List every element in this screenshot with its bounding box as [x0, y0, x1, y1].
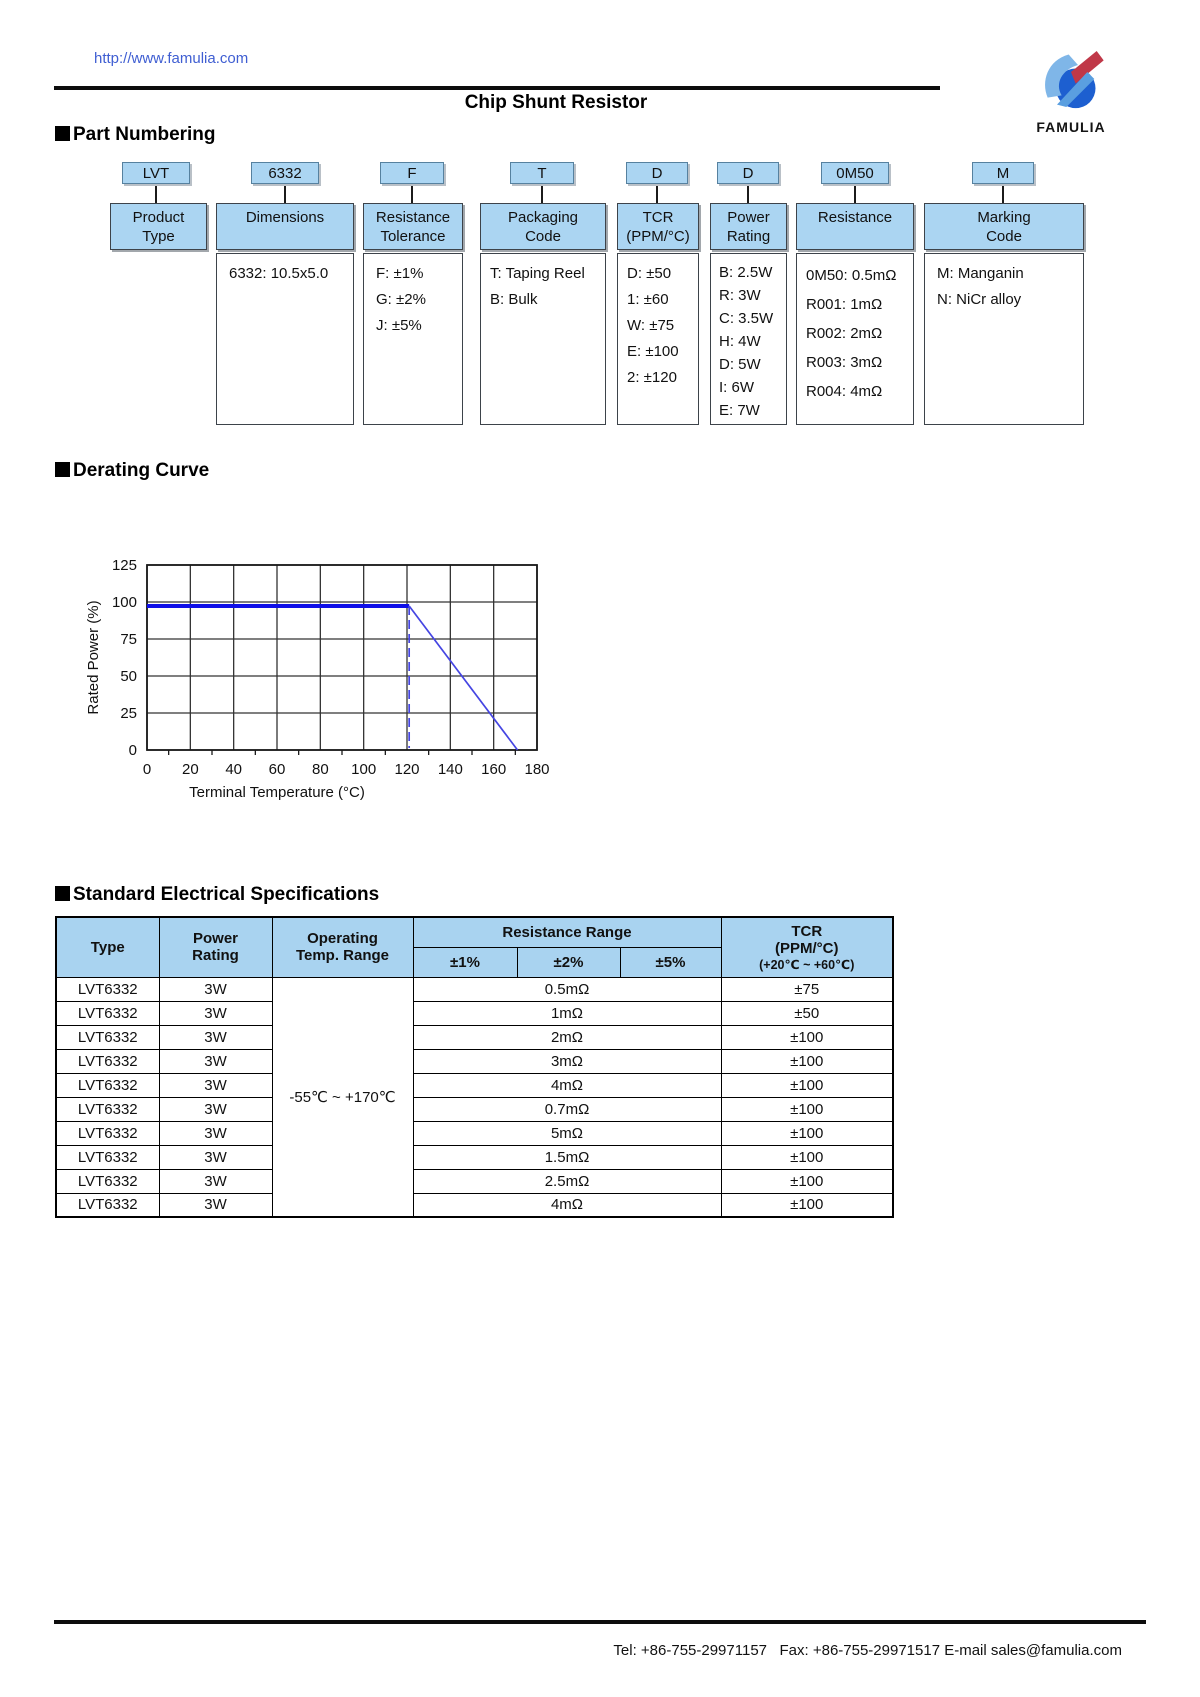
col-header-text: Operating Temp. Range — [295, 930, 390, 965]
svg-text:50: 50 — [120, 668, 137, 685]
col-header-text: Power Rating — [192, 930, 239, 965]
label-text: TCR (PPM/°C) — [626, 209, 690, 245]
table-row — [56, 1001, 893, 1025]
svg-text:140: 140 — [437, 761, 463, 778]
detail-item: 1: ±60 — [627, 291, 669, 308]
famulia-logo — [1028, 46, 1114, 135]
col-header-tol2: ±2% — [517, 947, 620, 977]
cell-tcr: ±100 — [721, 1169, 893, 1193]
table-row — [56, 977, 893, 1001]
label-box-power — [710, 203, 787, 250]
code-box-resistance: 0M50 — [821, 162, 889, 184]
svg-text:120: 120 — [394, 761, 420, 778]
cell-type: LVT6332 — [56, 1193, 159, 1217]
detail-item: C: 3.5W — [719, 310, 774, 327]
cell-power: 3W — [159, 1193, 272, 1217]
cell-type: LVT6332 — [56, 1121, 159, 1145]
detail-item: F: ±1% — [376, 265, 424, 282]
connector-line — [1002, 186, 1004, 203]
detail-box-power — [710, 253, 787, 425]
code-box-marking: M — [972, 162, 1034, 184]
section-heading-part-numbering — [55, 124, 216, 146]
label-box-dimensions — [216, 203, 354, 250]
page-title: Chip Shunt Resistor — [464, 92, 648, 113]
section-heading-text: Derating Curve — [73, 460, 210, 481]
cell-tcr: ±100 — [721, 1049, 893, 1073]
cell-power: 3W — [159, 1049, 272, 1073]
cell-operating-range: -55℃ ~ +170℃ — [272, 977, 413, 1217]
table-row — [56, 1121, 893, 1145]
cell-type: LVT6332 — [56, 1025, 159, 1049]
label-text: Product Type — [132, 209, 185, 245]
svg-text:180: 180 — [524, 761, 550, 778]
section-heading-derating — [55, 460, 209, 482]
cell-type: LVT6332 — [56, 1001, 159, 1025]
detail-item: R: 3W — [719, 287, 761, 304]
code-box-packaging: T — [510, 162, 574, 184]
label-text: Packaging Code — [507, 209, 579, 245]
detail-box-dimensions — [216, 253, 354, 425]
section-heading-text: Part Numbering — [73, 124, 216, 145]
svg-text:75: 75 — [120, 631, 137, 648]
svg-text:100: 100 — [351, 761, 377, 778]
svg-text:0: 0 — [142, 761, 152, 778]
cell-resistance: 3mΩ — [413, 1049, 721, 1073]
svg-text:125: 125 — [111, 557, 137, 574]
table-row — [56, 1025, 893, 1049]
label-text: Power Rating — [726, 209, 771, 245]
detail-item: R003: 3mΩ — [806, 354, 883, 371]
label-box-tolerance — [363, 203, 463, 250]
cell-tcr: ±100 — [721, 1073, 893, 1097]
code-box-dimensions: 6332 — [251, 162, 319, 184]
cell-power: 3W — [159, 1025, 272, 1049]
cell-type: LVT6332 — [56, 1169, 159, 1193]
col-header-operating — [272, 917, 413, 977]
detail-item: I: 6W — [719, 379, 755, 396]
cell-power: 3W — [159, 1121, 272, 1145]
connector-line — [656, 186, 658, 203]
col-header-tol1: ±1% — [413, 947, 517, 977]
code-box-product-type: LVT — [122, 162, 190, 184]
detail-item: B: Bulk — [490, 291, 538, 308]
col-header-type: Type — [56, 917, 159, 977]
detail-box-tcr — [617, 253, 699, 425]
cell-power: 3W — [159, 1073, 272, 1097]
svg-text:60: 60 — [268, 761, 286, 778]
connector-line — [541, 186, 543, 203]
detail-item: E: ±100 — [627, 343, 679, 360]
code-box-power: D — [717, 162, 779, 184]
table-row — [56, 1193, 893, 1217]
label-text: Resistance Tolerance — [375, 209, 451, 245]
cell-type: LVT6332 — [56, 977, 159, 1001]
svg-text:100: 100 — [111, 594, 137, 611]
footer-rule — [54, 1620, 1146, 1624]
section-marker-icon — [55, 886, 70, 901]
section-heading-text: Standard Electrical Specifications — [73, 884, 380, 905]
svg-text:Terminal Temperature (°C): Terminal Temperature (°C) — [189, 784, 365, 801]
svg-text:160: 160 — [481, 761, 507, 778]
detail-item: R002: 2mΩ — [806, 325, 883, 342]
famulia-logo-icon — [1036, 46, 1106, 112]
svg-text:80: 80 — [311, 761, 329, 778]
label-box-packaging — [480, 203, 606, 250]
connector-line — [747, 186, 749, 203]
table-row — [56, 1145, 893, 1169]
svg-text:Rated Power (%): Rated Power (%) — [85, 600, 102, 715]
col-header-tcr — [721, 917, 893, 977]
table-row — [56, 1049, 893, 1073]
connector-line — [284, 186, 286, 203]
cell-resistance: 0.5mΩ — [413, 977, 721, 1001]
col-header-tol5: ±5% — [620, 947, 721, 977]
cell-resistance: 4mΩ — [413, 1073, 721, 1097]
header-rule — [54, 86, 940, 90]
cell-resistance: 2mΩ — [413, 1025, 721, 1049]
section-marker-icon — [55, 126, 70, 141]
section-heading-specs — [55, 884, 379, 906]
derating-curve-chart — [60, 505, 620, 815]
detail-item: 0M50: 0.5mΩ — [806, 267, 897, 284]
tcr-header-line3: (+20℃ ~ +60℃) — [759, 957, 855, 972]
cell-power: 3W — [159, 1097, 272, 1121]
code-box-tolerance: F — [380, 162, 444, 184]
cell-tcr: ±100 — [721, 1025, 893, 1049]
label-box-marking — [924, 203, 1084, 250]
connector-line — [155, 186, 157, 203]
label-text: Resistance — [817, 209, 893, 226]
detail-item: W: ±75 — [627, 317, 675, 334]
table-row — [56, 1073, 893, 1097]
cell-resistance: 1mΩ — [413, 1001, 721, 1025]
cell-tcr: ±100 — [721, 1193, 893, 1217]
label-text: Marking Code — [977, 209, 1031, 245]
detail-item: J: ±5% — [376, 317, 422, 334]
detail-item: H: 4W — [719, 333, 761, 350]
label-box-tcr — [617, 203, 699, 250]
cell-power: 3W — [159, 977, 272, 1001]
detail-item: B: 2.5W — [719, 264, 773, 281]
connector-line — [854, 186, 856, 203]
detail-item: D: 5W — [719, 356, 761, 373]
cell-resistance: 2.5mΩ — [413, 1169, 721, 1193]
col-header-resistance-range: Resistance Range — [413, 917, 721, 947]
cell-power: 3W — [159, 1145, 272, 1169]
detail-box-tolerance — [363, 253, 463, 425]
footer-contact: Tel: +86-755-29971157 Fax: +86-755-29971517 E-mail sales@famulia.com — [613, 1642, 1122, 1659]
website-link[interactable]: http://www.famulia.com — [94, 50, 249, 67]
table-row — [56, 1097, 893, 1121]
cell-resistance: 1.5mΩ — [413, 1145, 721, 1169]
detail-box-packaging — [480, 253, 606, 425]
cell-type: LVT6332 — [56, 1097, 159, 1121]
label-box-product-type — [110, 203, 207, 250]
detail-item: G: ±2% — [376, 291, 426, 308]
svg-text:25: 25 — [120, 705, 137, 722]
connector-line — [411, 186, 413, 203]
detail-item: T: Taping Reel — [490, 265, 585, 282]
specs-table — [55, 916, 894, 1218]
cell-tcr: ±100 — [721, 1121, 893, 1145]
detail-item: 6332: 10.5x5.0 — [229, 265, 329, 282]
section-marker-icon — [55, 462, 70, 477]
detail-item: N: NiCr alloy — [937, 291, 1022, 308]
svg-text:20: 20 — [181, 761, 199, 778]
tcr-header-line1: TCR — [791, 922, 823, 940]
cell-resistance: 0.7mΩ — [413, 1097, 721, 1121]
cell-tcr: ±50 — [721, 1001, 893, 1025]
label-text: Dimensions — [245, 209, 325, 226]
cell-power: 3W — [159, 1169, 272, 1193]
detail-item: E: 7W — [719, 402, 760, 419]
detail-item: R001: 1mΩ — [806, 296, 883, 313]
cell-type: LVT6332 — [56, 1073, 159, 1097]
cell-tcr: ±100 — [721, 1097, 893, 1121]
table-row — [56, 1169, 893, 1193]
tcr-header-line2: (PPM/°C) — [775, 939, 839, 957]
detail-item: 2: ±120 — [627, 369, 677, 386]
cell-type: LVT6332 — [56, 1049, 159, 1073]
cell-type: LVT6332 — [56, 1145, 159, 1169]
detail-item: D: ±50 — [627, 265, 672, 282]
detail-item: M: Manganin — [937, 265, 1024, 282]
label-box-resistance — [796, 203, 914, 250]
cell-tcr: ±75 — [721, 977, 893, 1001]
svg-text:40: 40 — [225, 761, 243, 778]
cell-resistance: 5mΩ — [413, 1121, 721, 1145]
code-box-tcr: D — [626, 162, 688, 184]
detail-box-resistance — [796, 253, 914, 425]
detail-box-marking — [924, 253, 1084, 425]
cell-tcr: ±100 — [721, 1145, 893, 1169]
cell-resistance: 4mΩ — [413, 1193, 721, 1217]
cell-power: 3W — [159, 1001, 272, 1025]
detail-item: R004: 4mΩ — [806, 383, 883, 400]
svg-text:0: 0 — [128, 742, 137, 759]
brand-name: FAMULIA — [1036, 119, 1106, 135]
col-header-power — [159, 917, 272, 977]
